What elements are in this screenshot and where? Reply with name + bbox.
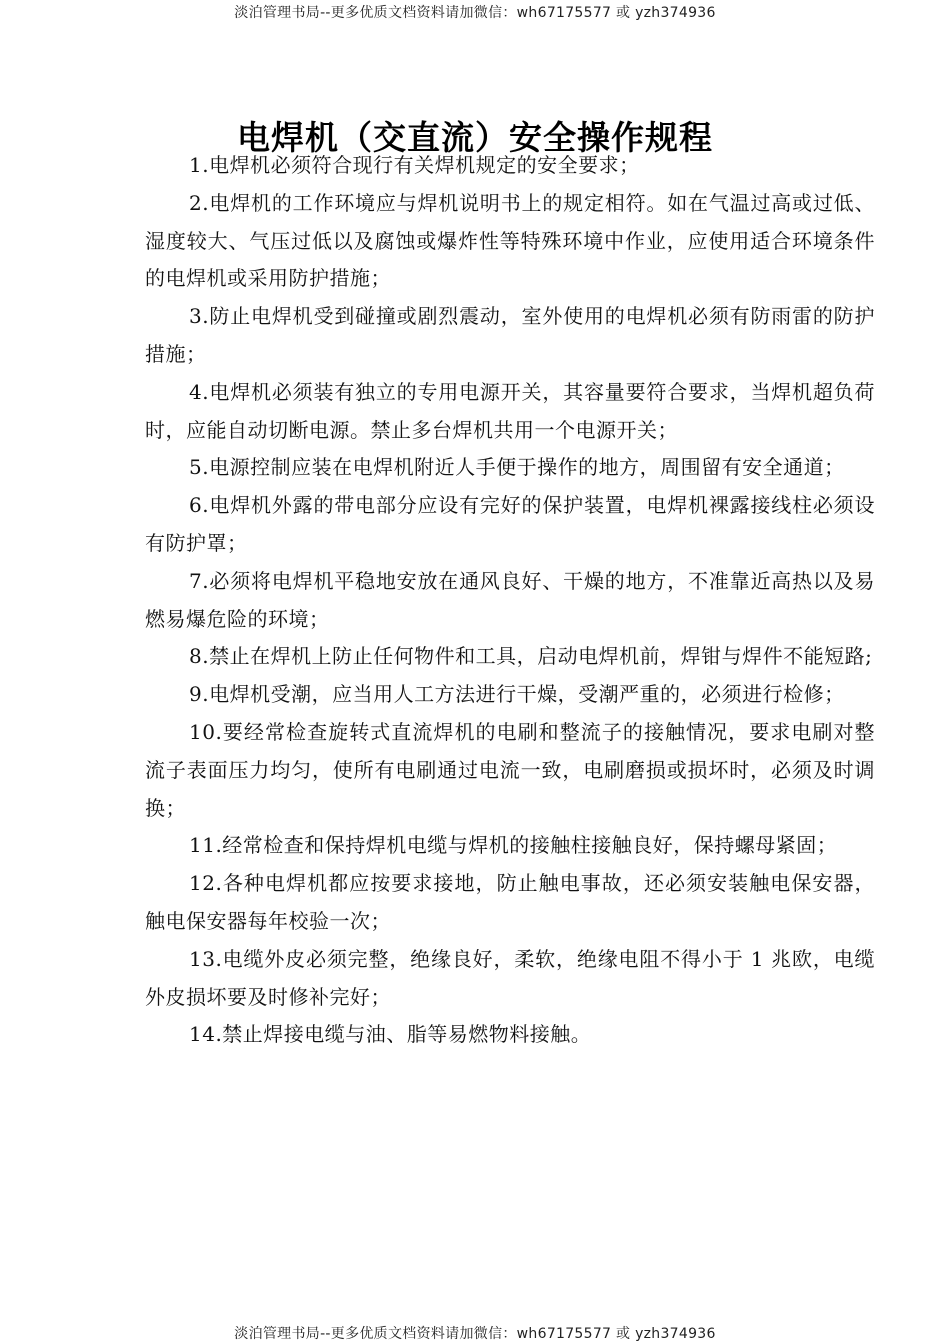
rule-item: 6.电焊机外露的带电部分应设有完好的保护装置，电焊机裸露接线柱必须设 有防护罩； bbox=[145, 493, 882, 555]
rule-item: 2.电焊机的工作环境应与焊机说明书上的规定相符。如在气温过高或过低、 湿度较大、气压过低以及腐蚀或爆炸性等特殊环境中作业，应使用适合环境条件 的电焊机或采用防护措施； bbox=[145, 190, 889, 291]
rule-item: 14.禁止焊接电缆与油、脂等易燃物料接触。 bbox=[189, 1022, 592, 1047]
rule-item: 12.各种电焊机都应按要求接地，防止触电事故，还必须安装触电保安器， 触电保安器每年校验一次； bbox=[145, 871, 889, 933]
rule-item: 9.电焊机受潮，应当用人工方法进行干燥，受潮严重的，必须进行检修； bbox=[189, 682, 845, 707]
footer-banner: 淡泊管理书局--更多优质文档资料请加微信：wh67175577 或 yzh374936 bbox=[234, 1326, 716, 1342]
rules-list bbox=[145, 147, 889, 1054]
document-title: 电焊机（交直流）安全操作规程 bbox=[237, 118, 713, 158]
rule-item: 3.防止电焊机受到碰撞或剧烈震动，室外使用的电焊机必须有防雨雷的防护措施； bbox=[145, 304, 875, 366]
rule-item: 8.禁止在焊机上防止任何物件和工具，启动电焊机前，焊钳与焊件不能短路; bbox=[189, 644, 873, 669]
rule-item: 7.必须将电焊机平稳地安放在通风良好、干燥的地方，不准靠近高热以及易 燃易爆危险的环境； bbox=[145, 568, 882, 631]
rule-item: 13.电缆外皮必须完整，绝缘良好，柔软，绝缘电阻不得小于 1 兆欧，电缆外皮损坏要及时修补完好； bbox=[145, 946, 875, 1009]
header-banner: 淡泊管理书局--更多优质文档资料请加微信：wh67175577 或 yzh374936 bbox=[234, 5, 716, 21]
rule-item: 10.要经常检查旋转式直流焊机的电刷和整流子的接触情况，要求电刷对整 流子表面压力均匀，使所有电刷通过电流一致，电刷磨损或损坏时，必须及时调 换； bbox=[145, 719, 882, 820]
rule-item: 4.电焊机必须装有独立的专用电源开关，其容量要符合要求，当焊机超负荷 时，应能自动切断电源。禁止多台焊机共用一个电源开关； bbox=[145, 379, 882, 442]
rule-item: 1.电焊机必须符合现行有关焊机规定的安全要求； bbox=[189, 153, 640, 177]
rule-item: 11.经常检查和保持焊机电缆与焊机的接触柱接触良好，保持螺母紧固； bbox=[189, 833, 838, 858]
rule-item: 5.电源控制应装在电焊机附近人手便于操作的地方，周围留有安全通道； bbox=[189, 455, 845, 480]
